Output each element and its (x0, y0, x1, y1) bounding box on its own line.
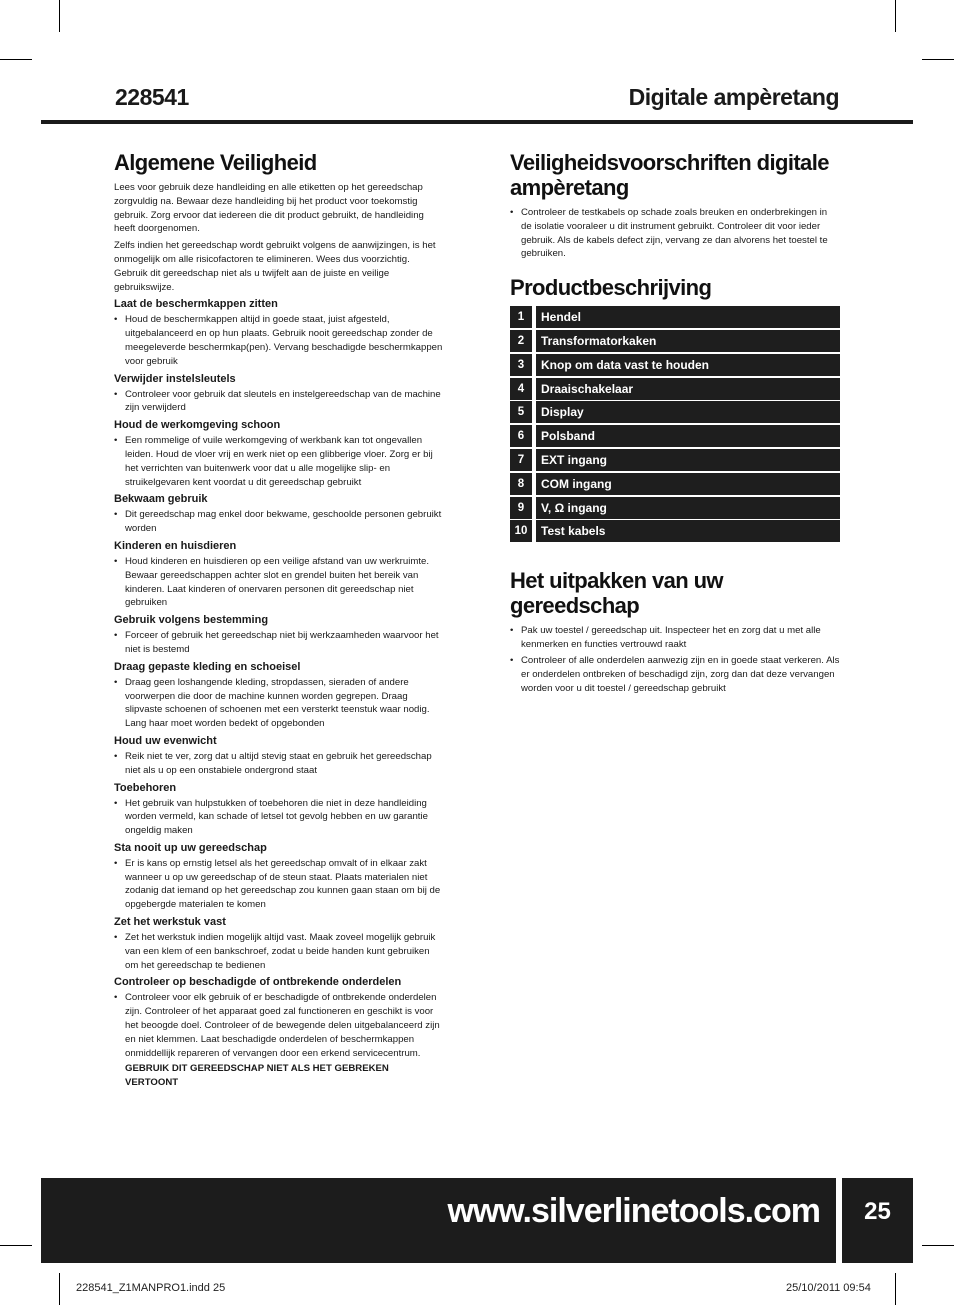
section-heading: Sta nooit up uw gereedschap (114, 841, 267, 854)
crop-mark (0, 1245, 32, 1246)
item-label: Draaischakelaar (536, 378, 840, 400)
item-label: Transformatorkaken (536, 330, 840, 352)
item-label: Display (536, 401, 840, 423)
product-item-row (510, 520, 840, 542)
right-column (510, 150, 840, 697)
item-label: Knop om data vast te houden (536, 354, 840, 376)
safety-section (114, 660, 444, 731)
product-item-row (510, 401, 840, 423)
item-label: COM ingang (536, 473, 840, 495)
item-number: 10 (510, 520, 532, 542)
footer-banner (41, 1178, 836, 1263)
website-url[interactable]: www.silverlinetools.com (447, 1192, 820, 1230)
bullet-item: • Er is kans op ernstig letsel als het gereedschap omvalt of in elkaar zakt wanneer u op uw gereedschap of de steun staat. Plaats materialen niet zodanig dat iemand op het gereedschap zou kunnen gaan staan om bij de opgebergde materialen te komen (114, 857, 444, 912)
unpacking-title: Het uitpakken van uw gereedschap (510, 568, 723, 619)
bullet-item: • Controleer voor gebruik dat sleutels en instelgereedschap van de machine zijn verwijderd (114, 388, 444, 416)
intro-paragraph: Zelfs indien het gereedschap wordt gebruikt volgens de aanwijzingen, is het onmogelijk om alle risicofactoren te elimineren. Wees dus voorzichtig. Gebruik dit gereedschap niet als u twijfelt aan de juiste en veilige gebruikswijze. (114, 240, 436, 293)
product-item-row (510, 473, 840, 495)
crop-mark (59, 0, 60, 32)
safety-section (114, 734, 444, 778)
crop-mark (922, 1245, 954, 1246)
item-label: Hendel (536, 306, 840, 328)
page-number-box (842, 1178, 913, 1263)
crop-mark (922, 59, 954, 60)
section-heading: Controleer op beschadigde of ontbrekende onderdelen (114, 976, 402, 989)
section-heading: Verwijder instelsleutels (114, 372, 236, 385)
section-heading: Gebruik volgens bestemming (114, 614, 269, 627)
safety-section (114, 975, 444, 1060)
bullet-item: • Pak uw toestel / gereedschap uit. Inspecteer het en zorg dat u met alle kenmerken en functies vertrouwd raakt (510, 624, 840, 652)
warning-closing-text: GEBRUIK DIT GEREEDSCHAP NIET ALS HET GEBREKEN VERTOONT (125, 1063, 389, 1089)
item-number: 3 (510, 354, 532, 376)
item-number: 8 (510, 473, 532, 495)
product-item-row (510, 449, 840, 471)
product-code: 228541 (115, 84, 189, 110)
bullet-item: • Een rommelige of vuile werkomgeving of werkbank kan tot ongevallen leiden. Houd de vloer vrij en werk niet op een glibberige vloer. Zorg er bij het verrichten van buitenwerk voor dat u alle mogelijke slip- en struikelgevaren kent voordat u dit gereedschap gebruikt (114, 434, 444, 489)
item-number: 2 (510, 330, 532, 352)
safety-section (114, 492, 444, 536)
page-number: 25 (864, 1198, 891, 1225)
safety-section (114, 841, 444, 912)
item-number: 7 (510, 449, 532, 471)
section-heading: Houd de werkomgeving schoon (114, 419, 281, 432)
safety-section (114, 297, 444, 368)
intro-paragraph: Lees voor gebruik deze handleiding en alle etiketten op het gereedschap zorgvuldig na. Bewaar deze handleiding bij het product voor toekomstig gebruik. Zorg ervoor dat iedereen die dit product gebruikt, de handleiding heeft doorgenomen. (114, 182, 424, 235)
item-number: 4 (510, 378, 532, 400)
item-number: 9 (510, 497, 532, 519)
product-item-row (510, 378, 840, 400)
product-description-table (510, 306, 840, 542)
bullet-item: • Forceer of gebruik het gereedschap niet bij werkzaamheden waarvoor het niet is bestemd (114, 629, 444, 657)
bullet-item: • Houd de beschermkappen altijd in goede staat, juist afgesteld, uitgebalanceerd en op hun plaats. Gebruik nooit gereedschap zonder de meegeleverde beschermkap(pen). Vervang beschadigde beschermkappen voor gebruik (114, 313, 444, 368)
crop-mark (0, 59, 32, 60)
item-label: Polsband (536, 425, 840, 447)
safety-section (114, 539, 444, 610)
crop-mark (59, 1273, 60, 1305)
item-label: V, Ω ingang (536, 497, 840, 519)
section-heading: Draag gepaste kleding en schoeisel (114, 660, 301, 673)
product-item-row (510, 354, 840, 376)
bullet-item: • Reik niet te ver, zorg dat u altijd stevig staat en gebruik het gereedschap niet als u op een onstabiele ondergrond staat (114, 750, 444, 778)
section-heading: Houd uw evenwicht (114, 734, 217, 747)
section-heading: Laat de beschermkappen zitten (114, 298, 278, 311)
safety-section (114, 781, 444, 838)
crop-mark (895, 1273, 896, 1305)
product-item-row (510, 330, 840, 352)
date-slug: 25/10/2011 09:54 (786, 1282, 871, 1294)
header-divider (41, 120, 913, 124)
crop-mark (895, 0, 896, 32)
bullet-item: • Controleer de testkabels op schade zoals breuken en onderbrekingen in de isolatie vooraleer u dit instrument gebruikt. Controleer dit voor ieder gebruik. Als de kabels defect zijn, vervang ze dan alvorens het toestel te gebruiken. (510, 206, 840, 261)
bullet-item: • Dit gereedschap mag enkel door bekwame, geschoolde personen gebruikt worden (114, 508, 444, 536)
bullet-item: • Zet het werkstuk indien mogelijk altijd vast. Maak zoveel mogelijk gebruik van een klem of een bankschroef, zodat u beide handen kunt gebruiken om het gereedschap te bedienen (114, 931, 444, 972)
bullet-item: • Het gebruik van hulpstukken of toebehoren die niet in deze handleiding worden vermeld, kan schade of letsel tot gevolg hebben en uw garantie ongeldig maken (114, 797, 444, 838)
bullet-item: • Draag geen loshangende kleding, stropdassen, sieraden of andere voorwerpen die door de machine kunnen worden gegrepen. Draag slipvaste schoenen of schoenen met een versterkt teenstuk waar nodig. Lang haar moet worden bedekt of opgebonden (114, 676, 444, 731)
section-heading: Zet het werkstuk vast (114, 916, 226, 929)
item-number: 1 (510, 306, 532, 328)
item-label: Test kabels (536, 520, 840, 542)
safety-section (114, 418, 444, 489)
page-title: Digitale ampèretang (628, 84, 839, 110)
bullet-item: • Houd kinderen en huisdieren op een veilige afstand van uw werkruimte. Bewaar gereedschappen achter slot en grendel buiten het bereik van kinderen. Laat kinderen of onervaren personen dit gereedschap niet gebruiken (114, 555, 444, 610)
general-safety-title: Algemene Veiligheid (114, 150, 317, 175)
bullet-item: • Controleer voor elk gebruik of er beschadigde of ontbrekende onderdelen zijn. Controleer of het apparaat goed zal functioneren en geschikt is voor het beoogde doel. Controleer of de bewegende delen uitgebalanceerd zijn en niet klemmen. Laat beschadigde onderdelen of beschermkappen onmiddellijk repareren of vervangen door een erkend servicecentrum. (114, 991, 444, 1060)
section-heading: Kinderen en huisdieren (114, 539, 237, 552)
bullet-item: • Controleer of alle onderdelen aanwezig zijn en in goede staat verkeren. Als er onderdelen ontbreken of beschadigd zijn, zorg dan dat deze vervangen worden voor u dit toestel / gereedschap gebruikt (510, 654, 840, 695)
general-safety-column (114, 150, 444, 1090)
item-label: EXT ingang (536, 449, 840, 471)
section-heading: Bekwaam gebruik (114, 493, 208, 506)
item-number: 6 (510, 425, 532, 447)
section-heading: Toebehoren (114, 781, 177, 794)
product-item-row (510, 425, 840, 447)
product-item-row (510, 497, 840, 519)
file-slug: 228541_Z1MANPRO1.indd 25 (76, 1282, 226, 1294)
safety-section (114, 915, 444, 972)
safety-section (114, 372, 444, 416)
clamp-safety-title: Veiligheidsvoorschriften digitale ampèretang (510, 150, 829, 200)
item-number: 5 (510, 401, 532, 423)
product-description-title: Productbeschrijving (510, 275, 712, 301)
product-item-row (510, 306, 840, 328)
safety-section (114, 613, 444, 657)
